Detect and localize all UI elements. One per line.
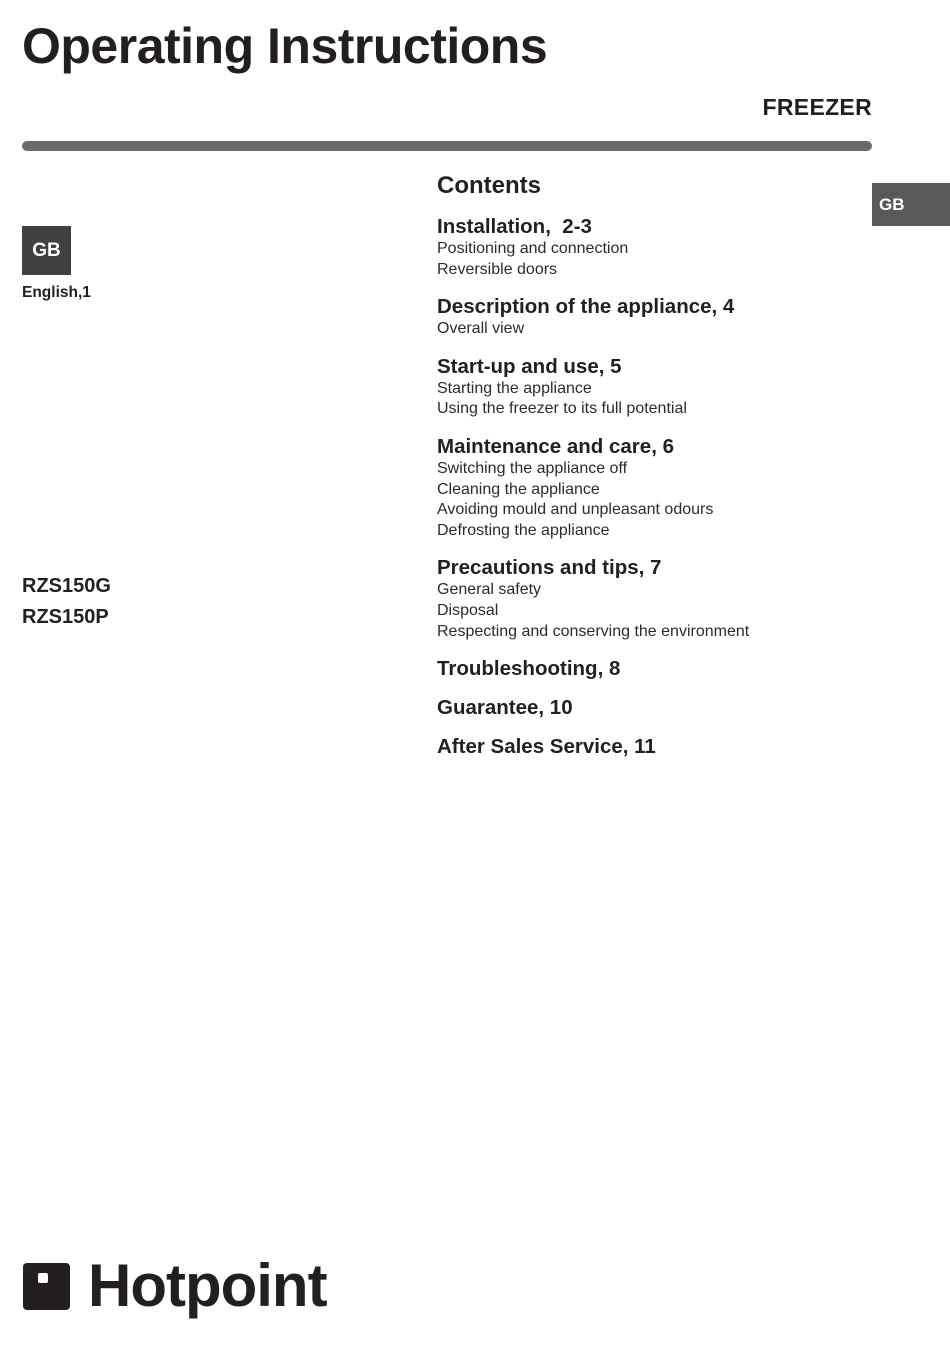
contents-section: [437, 215, 857, 280]
section-sub-item: Cleaning the appliance: [437, 480, 600, 498]
language-label: English,1: [22, 284, 91, 301]
section-sub-item: Switching the appliance off: [437, 459, 628, 477]
model-list: [22, 571, 111, 633]
section-title[interactable]: Installation, 2-3: [437, 215, 592, 238]
page-title: Operating Instructions: [22, 18, 548, 74]
brand-name: Hotpoint: [88, 1252, 327, 1319]
section-sub-item: Respecting and conserving the environment: [437, 622, 750, 640]
section-sub-item: Reversible doors: [437, 260, 558, 278]
product-type: FREEZER: [762, 94, 872, 120]
section-sub-item: Overall view: [437, 320, 525, 338]
model-number: RZS150P: [22, 606, 109, 628]
logo-mark-icon: [23, 1263, 70, 1310]
contents-section: [437, 696, 857, 720]
model-number: RZS150G: [22, 575, 111, 597]
section-sub-item: Positioning and connection: [437, 240, 629, 257]
section-sub-item: Avoiding mould and unpleasant odours: [437, 501, 714, 519]
table-of-contents: [437, 170, 857, 774]
hotpoint-logo: [23, 1252, 327, 1319]
contents-section: [437, 556, 857, 642]
contents-heading: Contents: [437, 172, 541, 199]
contents-section: [437, 295, 857, 340]
section-title[interactable]: Description of the appliance, 4: [437, 295, 735, 319]
contents-section: [437, 657, 857, 681]
section-sub-item: Disposal: [437, 601, 499, 619]
contents-section: [437, 355, 857, 420]
language-tab-gb[interactable]: GB: [872, 183, 950, 226]
section-sub-item: Starting the appliance: [437, 379, 592, 397]
contents-section: [437, 735, 857, 759]
section-title[interactable]: Guarantee, 10: [437, 696, 573, 720]
logo-dot: [38, 1273, 48, 1283]
section-title[interactable]: Troubleshooting, 8: [437, 657, 621, 681]
contents-sections: [437, 215, 857, 759]
section-sub-item: Using the freezer to its full potential: [437, 400, 687, 418]
section-title[interactable]: After Sales Service, 11: [437, 735, 656, 759]
section-title[interactable]: Maintenance and care, 6: [437, 434, 674, 458]
header-divider: [22, 141, 872, 151]
language-code-box: GB: [22, 226, 71, 275]
section-title[interactable]: Start-up and use, 5: [437, 354, 622, 378]
section-sub-item: General safety: [437, 581, 542, 599]
section-title[interactable]: Precautions and tips, 7: [437, 556, 662, 580]
section-sub-item: Defrosting the appliance: [437, 521, 610, 539]
contents-section: [437, 435, 857, 541]
